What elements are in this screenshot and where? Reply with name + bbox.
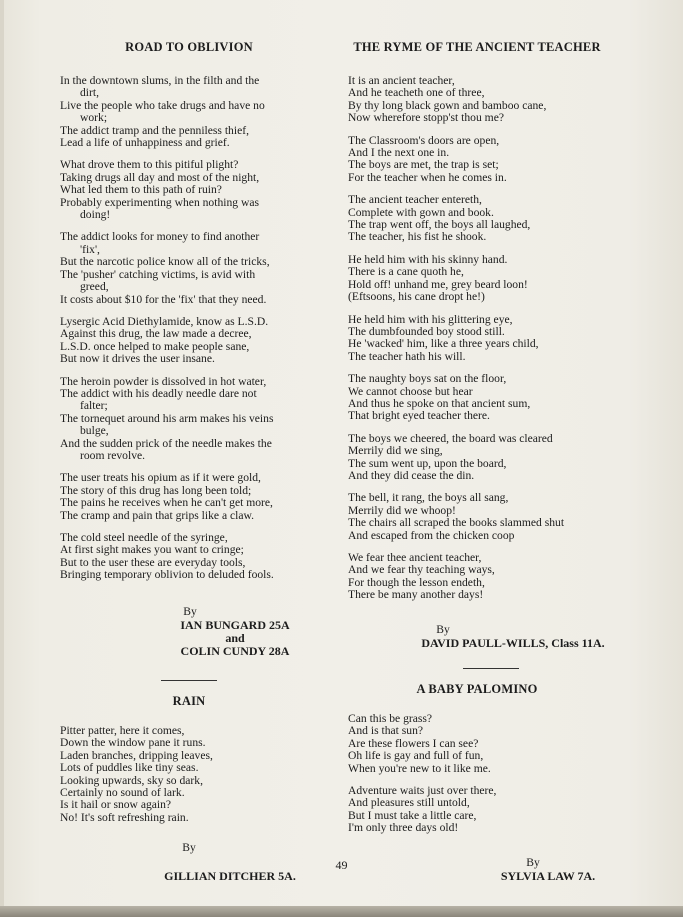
stanza xyxy=(60,231,318,305)
poem-line: Looking upwards, sky so dark, xyxy=(60,773,203,787)
poem-line: And they did cease the din. xyxy=(348,468,475,482)
poem-line: The dumbfounded boy stood still. xyxy=(348,324,505,338)
poem-line: Merrily did we sing, xyxy=(348,444,443,458)
stanza xyxy=(60,532,318,582)
poem-line: He held him with his glittering eye, xyxy=(348,312,513,326)
stanza xyxy=(348,314,606,364)
poem-line: And the sudden prick of the needle makes the xyxy=(60,436,272,450)
author-colin-cundy: COLIN CUNDY 28A xyxy=(180,644,290,659)
poem-title-baby-palomino: A BABY PALOMINO xyxy=(416,682,538,697)
author-and: and xyxy=(225,631,245,646)
poem-title-road-to-oblivion: ROAD TO OBLIVION xyxy=(125,40,253,54)
poem-line: But I must take a little care, xyxy=(348,808,477,822)
poem-line: There is a cane quoth he, xyxy=(348,265,464,279)
page-bottom-edge xyxy=(0,906,683,917)
stanza xyxy=(348,373,606,423)
poem-line: The heroin powder is dissolved in hot water, xyxy=(60,374,267,388)
poem-line: And pleasures still untold, xyxy=(348,796,470,810)
poem-line: The 'pusher' catching victims, is avid with xyxy=(60,267,256,281)
poem-line: Laden branches, dripping leaves, xyxy=(60,748,213,762)
poem-line: What drove them to this pitiful plight? xyxy=(60,158,239,172)
poem-line: The story of this drug has long been told; xyxy=(60,483,252,497)
poem-line: Can this be grass? xyxy=(348,712,433,726)
poem-line: Adventure waits just over there, xyxy=(348,784,497,798)
poem-line: That bright eyed teacher there. xyxy=(348,409,490,423)
stanza xyxy=(348,713,606,775)
stanza xyxy=(348,433,606,483)
poem-line: And he teacheth one of three, xyxy=(348,86,485,100)
poem-line: 'fix', xyxy=(80,242,100,256)
poem-line: And is that sun? xyxy=(348,724,424,738)
poem-line: The trap went off, the boys all laughed, xyxy=(348,218,531,232)
poem-title-ancient-teacher: THE RYME OF THE ANCIENT TEACHER xyxy=(353,40,601,54)
poem-line: The teacher, his fist he shook. xyxy=(348,230,487,244)
poem-line: Taking drugs all day and most of the night, xyxy=(60,170,260,184)
poem-title-rain: RAIN xyxy=(172,694,206,709)
poem-line: He 'wacked' him, like a three years child, xyxy=(348,337,539,351)
poem-line: But now it drives the user insane. xyxy=(60,352,215,366)
poem-line: bulge, xyxy=(80,424,109,438)
byline-by: By xyxy=(526,855,540,869)
poem-line: The boys we cheered, the board was cleared xyxy=(348,431,553,445)
byline-by: By xyxy=(182,841,196,855)
stanza xyxy=(348,254,606,304)
poem-line: Lead a life of unhappiness and grief. xyxy=(60,136,230,150)
poem-rain xyxy=(60,725,318,824)
poem-line: By thy long black gown and bamboo cane, xyxy=(348,98,547,112)
poem-line: Probably experimenting when nothing was xyxy=(60,195,259,209)
poem-line: Down the window pane it runs. xyxy=(60,736,206,750)
poem-line: Hold off! unhand me, grey beard loon! xyxy=(348,277,528,291)
poem-line: Oh life is gay and full of fun, xyxy=(348,749,484,763)
poem-line: The chairs all scraped the books slammed shut xyxy=(348,516,565,530)
stanza xyxy=(60,472,318,522)
poem-line: The ancient teacher entereth, xyxy=(348,193,482,207)
poem-line: At first sight makes you want to cringe; xyxy=(60,543,244,557)
stanza xyxy=(348,552,606,602)
stanza xyxy=(60,316,318,366)
poem-line: Against this drug, the law made a decree, xyxy=(60,327,252,341)
poem-line: The naughty boys sat on the floor, xyxy=(348,372,507,386)
poem-line: greed, xyxy=(80,280,109,294)
poem-line: The Classroom's doors are open, xyxy=(348,133,500,147)
poem-line: No! It's soft refreshing rain. xyxy=(60,810,189,824)
poem-line: But to the user these are everyday tools, xyxy=(60,555,246,569)
poem-line: Lots of puddles like tiny seas. xyxy=(60,761,199,775)
stanza xyxy=(60,75,318,149)
poem-line: dirt, xyxy=(80,86,99,100)
poem-line: The tornequet around his arm makes his veins xyxy=(60,411,274,425)
poem-line: The addict with his deadly needle dare not xyxy=(60,386,257,400)
poem-line: We fear thee ancient teacher, xyxy=(348,551,482,564)
poem-line: The pains he receives when he can't get more, xyxy=(60,496,273,510)
poem-line: work; xyxy=(80,111,108,125)
poem-line: He held him with his skinny hand. xyxy=(348,252,508,266)
poem-line: When you're new to it like me. xyxy=(348,761,491,775)
stanza xyxy=(60,376,318,463)
poem-line: (Eftsoons, his cane dropt he!) xyxy=(348,290,485,304)
poem-line: In the downtown slums, in the filth and the xyxy=(60,74,260,87)
poem-line: And I the next one in. xyxy=(348,146,450,160)
byline-by: By xyxy=(436,622,450,636)
author-sylvia-law: SYLVIA LAW 7A. xyxy=(500,869,596,884)
poem-line: There be many another days! xyxy=(348,588,484,602)
stanza xyxy=(348,194,606,244)
stanza xyxy=(348,492,606,542)
poem-line: For though the lesson endeth, xyxy=(348,575,485,589)
poem-line: The cramp and pain that grips like a claw. xyxy=(60,508,255,522)
poem-line: Lysergic Acid Diethylamide, know as L.S.D. xyxy=(60,314,269,328)
page-number: 49 xyxy=(335,858,348,872)
poem-line: Are these flowers I can see? xyxy=(348,736,479,750)
poem-line: Merrily did we whoop! xyxy=(348,503,456,517)
poem-line: The teacher hath his will. xyxy=(348,349,466,363)
poem-line: doing! xyxy=(80,208,111,222)
page-edge xyxy=(0,0,4,906)
poem-baby-palomino xyxy=(348,713,606,835)
poem-line: The sum went up, upon the board, xyxy=(348,456,507,470)
stanza xyxy=(348,75,606,125)
poem-line: It is an ancient teacher, xyxy=(348,74,455,87)
poem-line: What led them to this path of ruin? xyxy=(60,183,222,197)
poem-line: Now wherefore stopp'st thou me? xyxy=(348,111,504,125)
right-column xyxy=(348,40,606,883)
poem-line: Certainly no sound of lark. xyxy=(60,786,185,800)
poem-line: But the narcotic police know all of the tricks, xyxy=(60,255,270,269)
poem-line: Pitter patter, here it comes, xyxy=(60,724,185,738)
poem-line: Is it hail or snow again? xyxy=(60,798,172,812)
author-david-paull-wills: DAVID PAULL-WILLS, Class 11A. xyxy=(421,636,605,651)
poem-line: And escaped from the chicken coop xyxy=(348,528,515,542)
stanza xyxy=(348,785,606,835)
poem-line: The addict tramp and the penniless thief, xyxy=(60,123,249,137)
poem-line: Complete with gown and book. xyxy=(348,205,494,219)
poem-line: The cold steel needle of the syringe, xyxy=(60,531,228,544)
stanza xyxy=(60,159,318,221)
poem-ancient-teacher xyxy=(348,75,606,602)
poem-line: Bringing temporary oblivion to deluded fools. xyxy=(60,568,274,582)
poem-line: room revolve. xyxy=(80,448,146,462)
poem-line: falter; xyxy=(80,399,108,413)
poem-line: And we fear thy teaching ways, xyxy=(348,563,495,577)
poem-line: The addict looks for money to find another xyxy=(60,230,260,244)
poem-line: The boys are met, the trap is set; xyxy=(348,158,499,172)
poem-line: For the teacher when he comes in. xyxy=(348,170,507,184)
poem-line: We cannot choose but hear xyxy=(348,384,473,398)
poem-line: And thus he spoke on that ancient sum, xyxy=(348,396,531,410)
left-column xyxy=(60,40,318,883)
poem-line: Live the people who take drugs and have no xyxy=(60,98,265,112)
poem-line: L.S.D. once helped to make people sane, xyxy=(60,339,250,353)
poem-line: I'm only three days old! xyxy=(348,821,459,835)
poem-line: The user treats his opium as if it were gold, xyxy=(60,471,261,485)
author-ian-bungard: IAN BUNGARD 25A xyxy=(180,618,290,633)
poem-line: The bell, it rang, the boys all sang, xyxy=(348,491,509,505)
poem-road-to-oblivion xyxy=(60,75,318,582)
byline-by: By xyxy=(183,604,197,618)
poem-line: It costs about $10 for the 'fix' that they need. xyxy=(60,292,267,306)
stanza xyxy=(348,135,606,185)
author-gillian-ditcher: GILLIAN DITCHER 5A. xyxy=(164,868,296,883)
